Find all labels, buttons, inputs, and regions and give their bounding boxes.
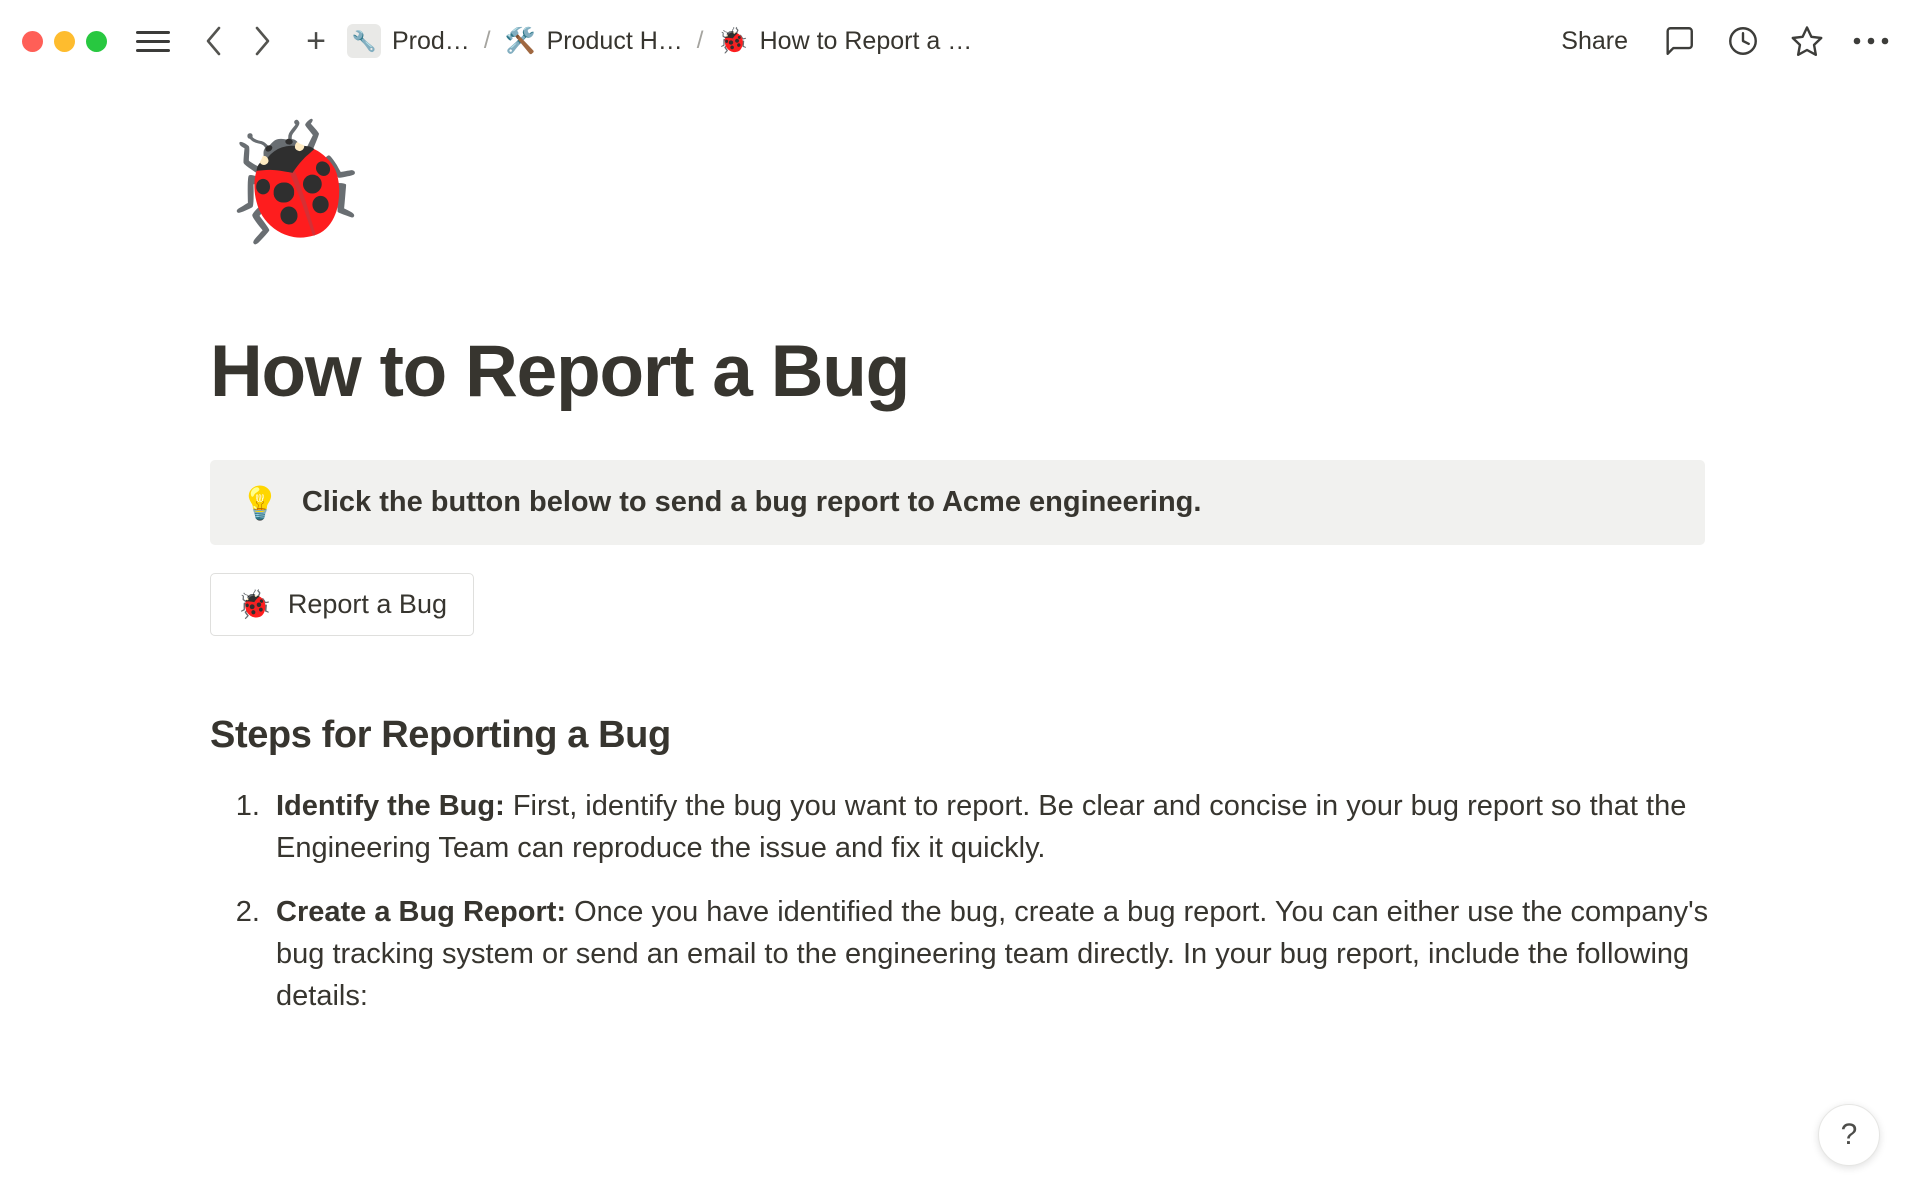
titlebar-actions [1555, 22, 1890, 60]
step-lead: Create a Bug Report: [276, 896, 567, 929]
ladybug-icon: 🐞 [717, 26, 749, 55]
minimize-window-button[interactable] [54, 31, 75, 52]
step-lead: Identify the Bug: [276, 790, 505, 823]
page-icon-ladybug-icon[interactable]: 🐞 [220, 117, 367, 249]
page-title: How to Report a Bug [210, 331, 910, 412]
zoom-window-button[interactable] [86, 31, 107, 52]
breadcrumb-separator: / [483, 27, 491, 54]
breadcrumb-item-product[interactable] [347, 24, 470, 58]
ellipsis-icon[interactable] [1852, 22, 1890, 60]
chevron-right-icon[interactable] [243, 22, 281, 60]
chevron-left-icon[interactable] [195, 22, 233, 60]
breadcrumb-label: Prod… [392, 26, 470, 55]
report-a-bug-label: Report a Bug [287, 589, 447, 620]
steps-list [210, 785, 1710, 1017]
comment-icon[interactable] [1660, 22, 1698, 60]
wrench-icon: 🔧 [347, 24, 381, 58]
breadcrumb-item-product-handbook[interactable] [504, 27, 682, 56]
breadcrumb-item-current-page[interactable] [717, 27, 972, 56]
report-a-bug-button[interactable] [210, 573, 474, 636]
plus-icon[interactable]: + [306, 21, 326, 60]
close-window-button[interactable] [22, 31, 43, 52]
breadcrumb-label: Product H… [546, 26, 683, 55]
callout-text: Click the button below to send a bug report to Acme engineering. [301, 486, 1202, 519]
ladybug-icon: 🐞 [237, 588, 272, 620]
help-button[interactable]: ? [1818, 1104, 1880, 1166]
window-controls [22, 31, 107, 52]
callout-block [210, 460, 1705, 545]
section-heading: Steps for Reporting a Bug [210, 714, 671, 757]
breadcrumb [347, 24, 972, 58]
share-button[interactable]: Share [1561, 26, 1628, 55]
list-item [268, 891, 1710, 1017]
star-icon[interactable] [1788, 22, 1826, 60]
list-item [268, 785, 1710, 869]
step-body: First, identify the bug you want to report. Be clear and concise in your bug report so that the Engineering Team can reproduce the issue and fix it quickly. [276, 790, 1687, 865]
hamburger-icon[interactable] [133, 21, 173, 61]
step-body: Once you have identified the bug, create a bug report. You can either use the company's bug tracking system or send an email to the engineering team directly. In your bug report, include the following details: [276, 896, 1709, 1013]
breadcrumb-label: How to Report a … [759, 26, 973, 55]
clock-icon[interactable] [1724, 22, 1762, 60]
page-content [210, 117, 1710, 1018]
page-body [0, 82, 1920, 1200]
lightbulb-icon: 💡 [240, 484, 280, 521]
hammer-and-wrench-icon: 🛠️ [504, 26, 536, 55]
titlebar [0, 0, 1920, 82]
breadcrumb-separator: / [696, 27, 704, 54]
